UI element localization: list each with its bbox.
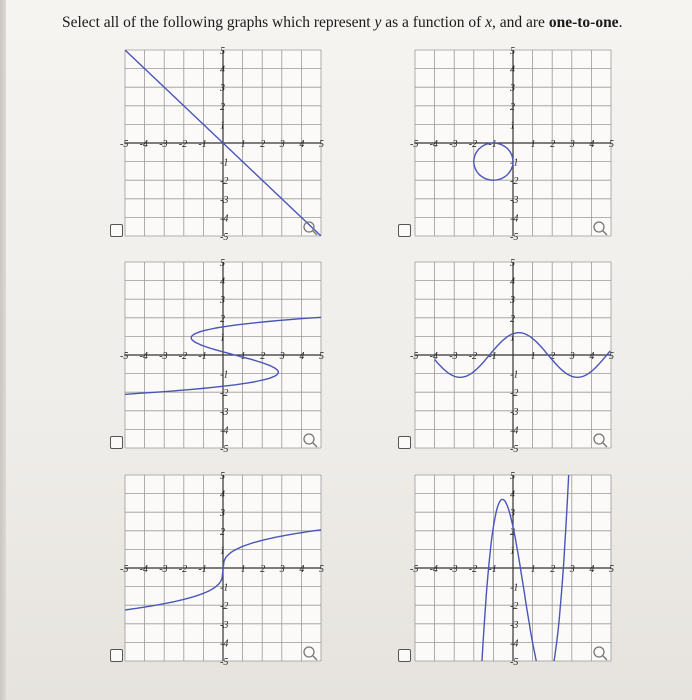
y-tick-label: -5 xyxy=(220,657,229,668)
x-tick-label: 3 xyxy=(569,351,575,362)
graph-4-checkbox[interactable] xyxy=(398,436,411,449)
y-tick-label: 1 xyxy=(220,120,225,132)
y-tick-label: 2 xyxy=(510,101,515,113)
y-tick-label: -1 xyxy=(220,582,229,594)
graph-4 xyxy=(410,258,614,455)
y-tick-label: 4 xyxy=(510,276,515,288)
y-tick-label: 3 xyxy=(220,508,225,520)
x-tick-label: -4 xyxy=(429,564,438,575)
x-tick-label: 4 xyxy=(589,351,595,362)
x-tick-label: 2 xyxy=(550,564,556,575)
y-tick-label: 2 xyxy=(220,313,225,325)
x-tick-label: -4 xyxy=(139,564,148,575)
graph-5 xyxy=(120,471,324,668)
left-border xyxy=(0,0,6,700)
x-tick-label: -1 xyxy=(488,139,497,150)
y-tick-label: -2 xyxy=(510,176,519,188)
y-tick-label: 2 xyxy=(220,101,225,113)
y-tick-label: 3 xyxy=(220,83,225,95)
x-tick-label: -2 xyxy=(468,139,478,150)
x-tick-label: -5 xyxy=(120,564,129,575)
y-tick-label: 3 xyxy=(220,295,225,307)
x-tick-label: -2 xyxy=(178,564,188,575)
x-tick-label: 2 xyxy=(550,351,556,362)
y-tick-label: -2 xyxy=(510,388,519,400)
x-tick-label: 5 xyxy=(319,139,324,150)
graph-3-checkbox[interactable] xyxy=(110,436,123,449)
x-tick-label: -4 xyxy=(139,351,148,362)
y-tick-label: -3 xyxy=(510,194,519,206)
x-tick-label: -5 xyxy=(120,139,129,150)
graph-6-checkbox[interactable] xyxy=(398,649,411,662)
x-tick-label: -5 xyxy=(410,139,419,150)
y-tick-label: -1 xyxy=(510,157,519,169)
x-tick-label: 4 xyxy=(299,139,305,150)
graph-6 xyxy=(410,471,614,668)
x-tick-label: -4 xyxy=(139,139,148,150)
y-tick-label: 2 xyxy=(510,313,515,325)
question-text: Select all of the following graphs which represent y as a function of x, and are one-to-one. xyxy=(62,14,623,31)
x-tick-label: 1 xyxy=(530,564,536,575)
y-tick-label: 5 xyxy=(510,471,515,482)
y-tick-label: 4 xyxy=(510,64,515,76)
x-tick-label: -2 xyxy=(178,139,188,150)
x-tick-label: -2 xyxy=(178,351,188,362)
x-tick-label: 3 xyxy=(279,351,285,362)
y-tick-label: 2 xyxy=(510,526,515,538)
y-tick-label: 5 xyxy=(220,46,225,57)
x-tick-label: 5 xyxy=(609,564,614,575)
x-tick-label: -5 xyxy=(410,351,419,362)
x-tick-label: -5 xyxy=(120,351,129,362)
x-tick-label: 1 xyxy=(530,351,536,362)
graph-5-checkbox[interactable] xyxy=(110,649,123,662)
y-tick-label: -2 xyxy=(220,601,229,613)
y-tick-label: -3 xyxy=(220,619,229,631)
x-tick-label: -1 xyxy=(198,564,207,575)
x-tick-label: 3 xyxy=(569,139,575,150)
x-tick-label: -1 xyxy=(198,139,207,150)
y-tick-label: -5 xyxy=(510,657,519,668)
y-tick-label: 1 xyxy=(510,545,515,557)
x-tick-label: 3 xyxy=(279,139,285,150)
y-tick-label: 4 xyxy=(220,276,225,288)
y-tick-label: -5 xyxy=(220,444,229,455)
x-tick-label: 4 xyxy=(589,139,595,150)
y-tick-label: -5 xyxy=(220,232,229,243)
x-tick-label: -1 xyxy=(488,564,497,575)
graph-3 xyxy=(120,258,324,455)
y-tick-label: -4 xyxy=(220,638,229,650)
x-tick-label: 2 xyxy=(260,564,266,575)
y-tick-label: 3 xyxy=(510,83,515,95)
y-tick-label: 5 xyxy=(220,258,225,269)
x-tick-label: -4 xyxy=(429,351,438,362)
x-tick-label: -3 xyxy=(159,564,168,575)
graph-1 xyxy=(120,46,324,243)
y-tick-label: -3 xyxy=(220,406,229,418)
graph-1-checkbox[interactable] xyxy=(110,224,123,237)
x-tick-label: 5 xyxy=(609,351,614,362)
x-tick-label: -3 xyxy=(449,564,458,575)
y-tick-label: -1 xyxy=(510,582,519,594)
y-tick-label: -5 xyxy=(510,232,519,243)
y-tick-label: -4 xyxy=(220,213,229,225)
x-tick-label: 1 xyxy=(240,139,246,150)
graph-2 xyxy=(410,46,614,243)
y-tick-label: 1 xyxy=(220,332,225,344)
x-tick-label: 1 xyxy=(240,564,246,575)
y-tick-label: -2 xyxy=(510,601,519,613)
y-tick-label: 5 xyxy=(220,471,225,482)
y-tick-label: 1 xyxy=(220,545,225,557)
x-tick-label: -3 xyxy=(449,351,458,362)
y-tick-label: 1 xyxy=(510,120,515,132)
x-tick-label: 4 xyxy=(589,564,595,575)
x-tick-label: 4 xyxy=(299,351,305,362)
x-tick-label: -4 xyxy=(429,139,438,150)
x-tick-label: 3 xyxy=(569,564,575,575)
x-tick-label: 5 xyxy=(319,564,324,575)
x-tick-label: 2 xyxy=(260,351,266,362)
y-tick-label: 4 xyxy=(510,489,515,501)
x-tick-label: -3 xyxy=(159,139,168,150)
y-tick-label: 5 xyxy=(510,46,515,57)
y-tick-label: -4 xyxy=(510,213,519,225)
y-tick-label: -1 xyxy=(220,369,229,381)
y-tick-label: 5 xyxy=(510,258,515,269)
y-tick-label: -1 xyxy=(220,157,229,169)
x-tick-label: -2 xyxy=(468,564,478,575)
y-tick-label: -3 xyxy=(510,619,519,631)
x-tick-label: 5 xyxy=(319,351,324,362)
y-tick-label: -2 xyxy=(220,176,229,188)
y-tick-label: -2 xyxy=(220,388,229,400)
x-tick-label: -1 xyxy=(198,351,207,362)
graph-2-checkbox[interactable] xyxy=(398,224,411,237)
x-tick-label: -2 xyxy=(468,351,478,362)
x-tick-label: 4 xyxy=(299,564,305,575)
y-tick-label: -1 xyxy=(510,369,519,381)
y-tick-label: -4 xyxy=(510,638,519,650)
x-tick-label: -1 xyxy=(488,351,497,362)
x-tick-label: 1 xyxy=(240,351,246,362)
x-tick-label: 2 xyxy=(260,139,266,150)
y-tick-label: 3 xyxy=(510,295,515,307)
y-tick-label: -4 xyxy=(220,425,229,437)
y-tick-label: -3 xyxy=(220,194,229,206)
y-tick-label: 4 xyxy=(220,489,225,501)
y-tick-label: 2 xyxy=(220,526,225,538)
x-tick-label: 2 xyxy=(550,139,556,150)
x-tick-label: -3 xyxy=(449,139,458,150)
y-tick-label: -3 xyxy=(510,406,519,418)
x-tick-label: 3 xyxy=(279,564,285,575)
y-tick-label: 3 xyxy=(510,508,515,520)
x-tick-label: 1 xyxy=(530,139,536,150)
y-tick-label: 4 xyxy=(220,64,225,76)
y-tick-label: -4 xyxy=(510,425,519,437)
x-tick-label: -5 xyxy=(410,564,419,575)
y-tick-label: -5 xyxy=(510,444,519,455)
y-tick-label: 1 xyxy=(510,332,515,344)
x-tick-label: -3 xyxy=(159,351,168,362)
x-tick-label: 5 xyxy=(609,139,614,150)
